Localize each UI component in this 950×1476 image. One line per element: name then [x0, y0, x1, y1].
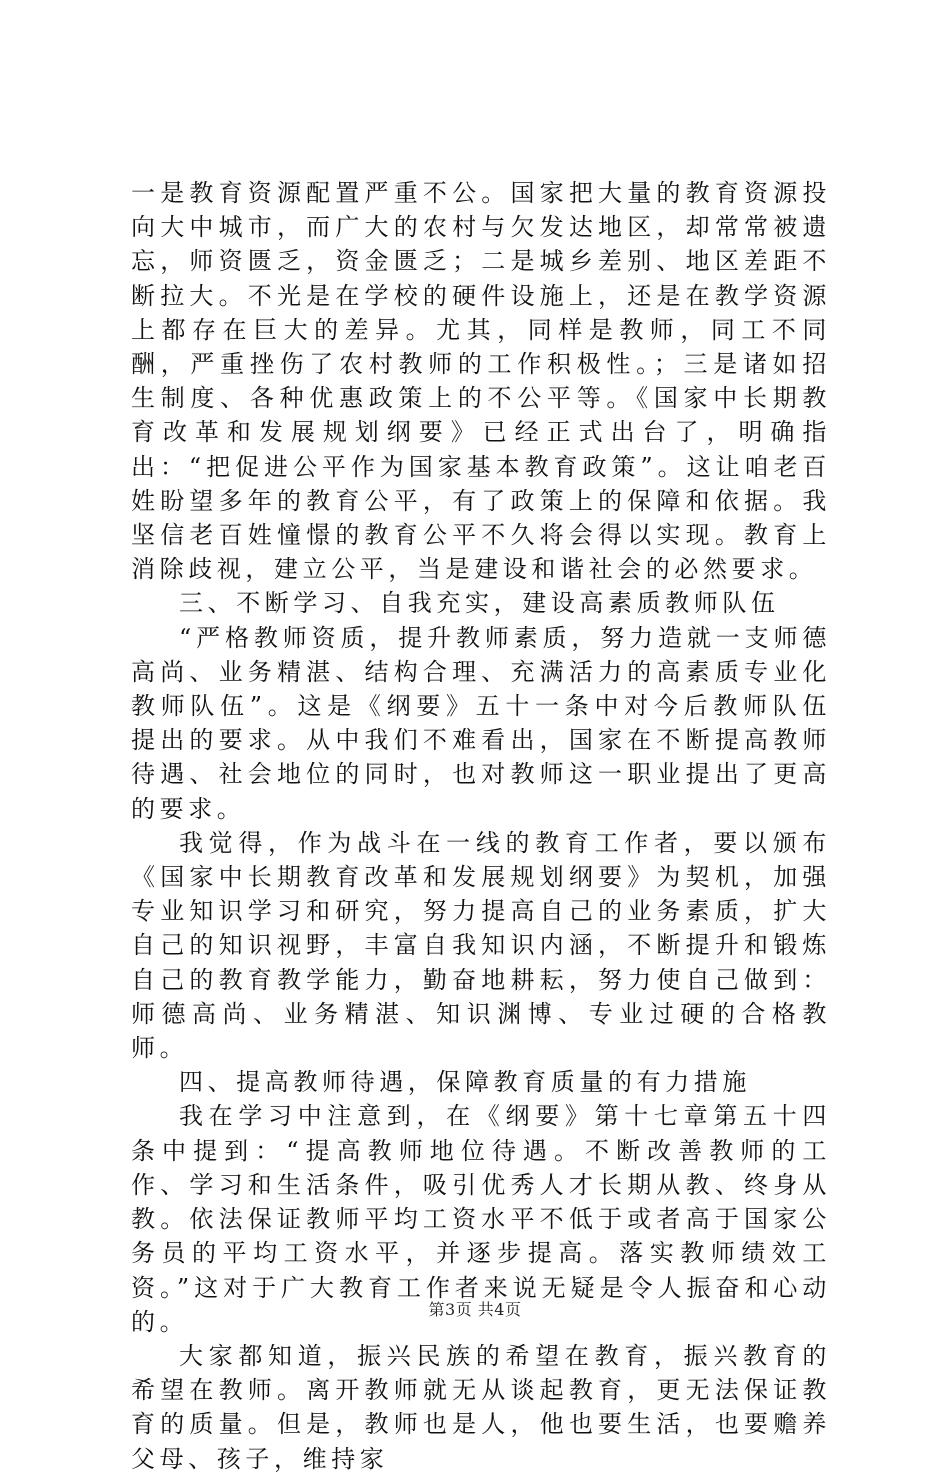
section-heading-3: 三、不断学习、自我充实，建设高素质教师队伍: [179, 589, 780, 618]
section-heading-4: 四、提高教师待遇，保障教育质量的有力措施: [179, 1068, 751, 1097]
document-body: [131, 176, 831, 1476]
paragraph-3: 我觉得，作为战斗在一线的教育工作者，要以颁布《国家中长期教育改革和发展规划纲要》为契机，加强专业知识学习和研究，努力提高自己的业务素质，扩大自己的知识视野，丰富自我知识内涵，不断提升和锻炼自己的教育教学能力，勤奋地耕耘，努力使自己做到：师德高尚、业务精湛、知识渊博、专业过硬的合格教师。: [131, 828, 831, 1063]
paragraph-1: 一是教育资源配置严重不公。国家把大量的教育资源投向大中城市，而广大的农村与欠发达地区，却常常被遗忘，师资匮乏，资金匮乏；二是城乡差别、地区差距不断拉大。不光是在学校的硬件设施上，还是在教学资源上都存在巨大的差异。尤其，同样是教师，同工不同酬，严重挫伤了农村教师的工作积极性。；三是诸如招生制度、各种优惠政策上的不公平等。《国家中长期教育改革和发展规划纲要》已经正式出台了，明确指出：“把促进公平作为国家基本教育政策”。这让咱老百姓盼望多年的教育公平，有了政策上的保障和依据。我坚信老百姓憧憬的教育公平不久将会得以实现。教育上消除歧视，建立公平，当是建设和谐社会的必然要求。: [131, 179, 831, 584]
paragraph-5: 大家都知道，振兴民族的希望在教育，振兴教育的希望在教师。离开教师就无从谈起教育，更无法保证教育的质量。但是，教师也是人，他也要生活，也要赡养父母、孩子，维持家: [131, 1341, 831, 1473]
paragraph-2: “严格教师资质，提升教师素质，努力造就一支师德高尚、业务精湛、结构合理、充满活力的高素质专业化教师队伍”。这是《纲要》五十一条中对今后教师队伍提出的要求。从中我们不难看出，国家在不断提高教师待遇、社会地位的同时，也对教师这一职业提出了更高的要求。: [131, 623, 831, 823]
paragraph-4: 我在学习中注意到，在《纲要》第十七章第五十四条中提到：“提高教师地位待遇。不断改善教师的工作、学习和生活条件，吸引优秀人才长期从教、终身从教。依法保证教师平均工资水平不低于或者高于国家公务员的平均工资水平，并逐步提高。落实教师绩效工资。”这对于广大教育工作者来说无疑是令人振奋和心动的。: [131, 1102, 831, 1336]
page-footer: 第3页 共4页: [428, 1300, 522, 1319]
